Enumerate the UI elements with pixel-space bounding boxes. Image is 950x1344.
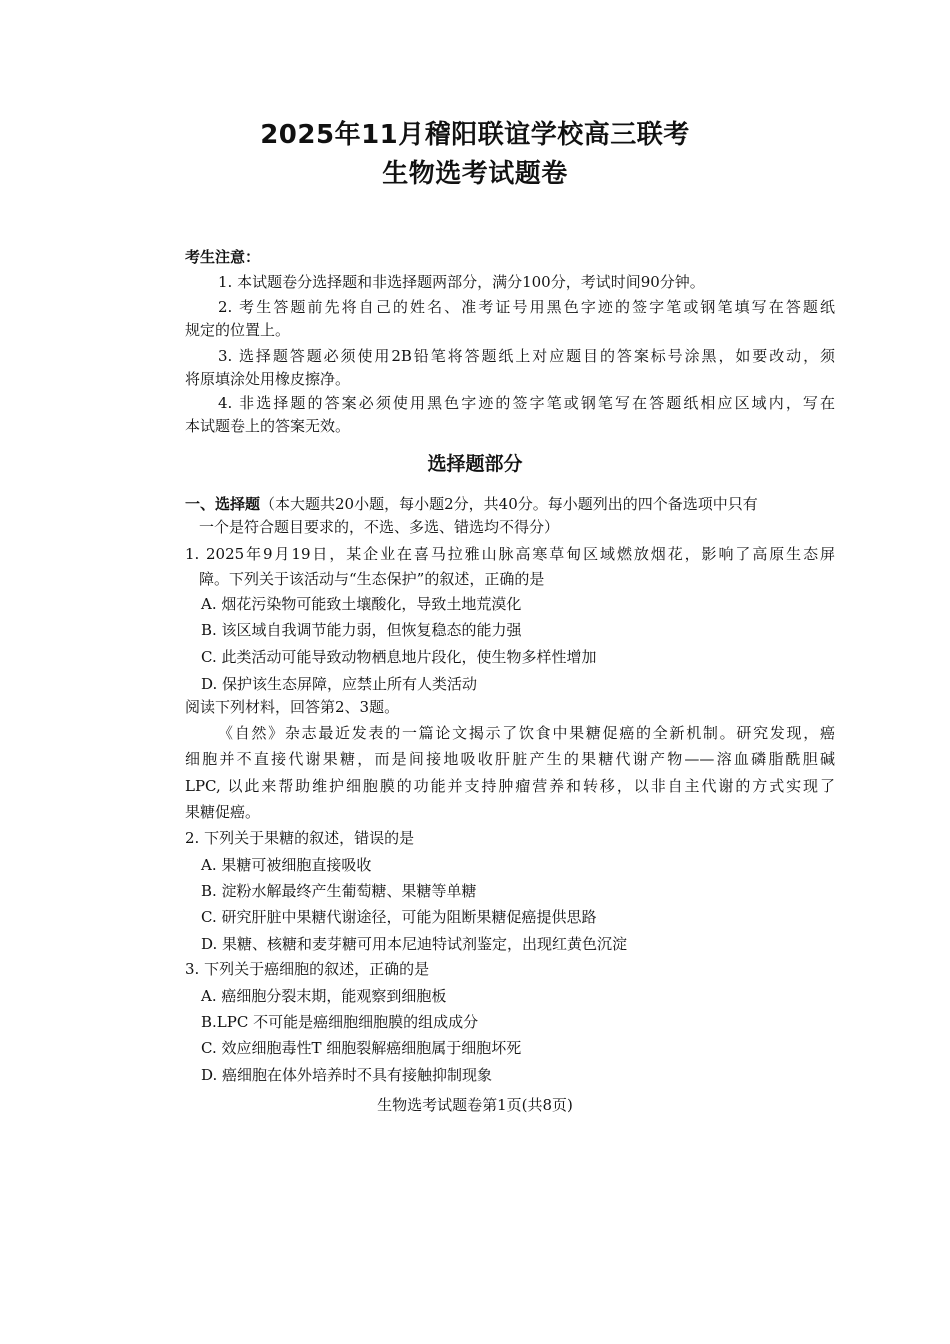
q3-option-c: C. 效应细胞毒性T 细胞裂解癌细胞属于细胞坏死 bbox=[201, 1039, 522, 1057]
q1-option-c: C. 此类活动可能导致动物栖息地片段化，使生物多样性增加 bbox=[201, 648, 597, 666]
q3-option-b: B.LPC 不可能是癌细胞细胞膜的组成成分 bbox=[201, 1013, 479, 1031]
q2-option-b: B. 淀粉水解最终产生葡萄糖、果糖等单糖 bbox=[201, 882, 477, 900]
notice-item-2-line2: 规定的位置上。 bbox=[185, 321, 291, 339]
page-footer: 生物选考试题卷第1页(共8页) bbox=[377, 1096, 573, 1114]
section-intro-line1 bbox=[185, 493, 835, 515]
q1-option-a: A. 烟花污染物可能致土壤酸化，导致土地荒漠化 bbox=[201, 595, 522, 613]
q3-stem: 3. 下列关于癌细胞的叙述，正确的是 bbox=[185, 960, 430, 978]
section-intro-label: 一、选择题 bbox=[185, 495, 261, 513]
q2-option-c: C. 研究肝脏中果糖代谢途径，可能为阻断果糖促癌提供思路 bbox=[201, 908, 597, 926]
q2-option-d: D. 果糖、核糖和麦芽糖可用本尼迪特试剂鉴定，出现红黄色沉淀 bbox=[201, 935, 628, 953]
exam-title: 2025年11月稽阳联谊学校高三联考 bbox=[260, 120, 690, 150]
reading-line1: 《自然》杂志最近发表的一篇论文揭示了饮食中果糖促癌的全新机制。研究发现，癌 bbox=[218, 724, 835, 742]
notice-item-1: 1. 本试题卷分选择题和非选择题两部分，满分100分，考试时间90分钟。 bbox=[218, 273, 705, 291]
notice-item-3-line2: 将原填涂处用橡皮擦净。 bbox=[185, 370, 351, 388]
exam-subtitle: 生物选考试题卷 bbox=[382, 159, 568, 189]
reading-line4: 果糖促癌。 bbox=[185, 803, 261, 821]
section-heading: 选择题部分 bbox=[427, 453, 523, 475]
section-intro-line2: 一个是符合题目要求的，不选、多选、错选均不得分） bbox=[199, 518, 560, 536]
q1-option-b: B. 该区域自我调节能力弱，但恢复稳态的能力强 bbox=[201, 621, 522, 639]
q2-option-a: A. 果糖可被细胞直接吸收 bbox=[201, 856, 372, 874]
q1-option-d: D. 保护该生态屏障，应禁止所有人类活动 bbox=[201, 675, 478, 693]
q1-stem-line2: 障。下列关于该活动与“生态保护”的叙述，正确的是 bbox=[199, 570, 545, 588]
q3-option-d: D. 癌细胞在体外培养时不具有接触抑制现象 bbox=[201, 1066, 493, 1084]
q1-stem-line1: 1. 2025年9月19日，某企业在喜马拉雅山脉高寒草甸区域燃放烟花，影响了高原生态屏 bbox=[185, 545, 835, 563]
section-intro-text: （本大题共20小题，每小题2分，共40分。每小题列出的四个备选项中只有 bbox=[260, 495, 758, 513]
reading-line2: 细胞并不直接代谢果糖，而是间接地吸收肝脏产生的果糖代谢产物——溶血磷脂酰胆碱 bbox=[185, 750, 835, 768]
q2-stem: 2. 下列关于果糖的叙述，错误的是 bbox=[185, 829, 415, 847]
notice-item-2-line1: 2. 考生答题前先将自己的姓名、准考证号用黑色字迹的签字笔或钢笔填写在答题纸 bbox=[218, 298, 835, 316]
reading-intro: 阅读下列材料，回答第2、3题。 bbox=[185, 698, 400, 716]
notice-item-3-line1: 3. 选择题答题必须使用2B铅笔将答题纸上对应题目的答案标号涂黑，如要改动，须 bbox=[218, 347, 835, 365]
notice-item-4-line2: 本试题卷上的答案无效。 bbox=[185, 417, 351, 435]
reading-line3: LPC, 以此来帮助维护细胞膜的功能并支持肿瘤营养和转移，以非自主代谢的方式实现了 bbox=[185, 777, 835, 795]
notice-heading: 考生注意： bbox=[185, 248, 261, 266]
notice-item-4-line1: 4. 非选择题的答案必须使用黑色字迹的签字笔或钢笔写在答题纸相应区域内，写在 bbox=[218, 394, 835, 412]
q3-option-a: A. 癌细胞分裂末期，能观察到细胞板 bbox=[201, 987, 447, 1005]
